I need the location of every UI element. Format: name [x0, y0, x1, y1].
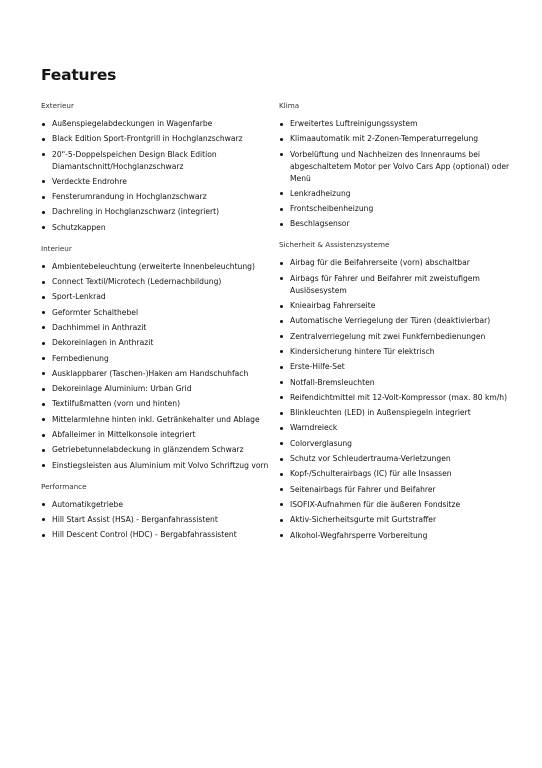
feature-item: Automatische Verriegelung der Türen (deaktivierbar)	[279, 315, 511, 327]
feature-item: Fensterumrandung in Hochglanzschwarz	[41, 191, 273, 203]
feature-item: Dachreling in Hochglanzschwarz (integriert)	[41, 206, 273, 218]
feature-item: Lenkradheizung	[279, 188, 511, 200]
section-klima	[279, 101, 511, 230]
feature-item: ISOFIX-Aufnahmen für die äußeren Fondsitze	[279, 499, 511, 511]
feature-item: Mittelarmlehne hinten inkl. Getränkehalter und Ablage	[41, 414, 273, 426]
feature-item: Airbag für die Beifahrerseite (vorn) abschaltbar	[279, 257, 511, 269]
feature-item: Zentralverriegelung mit zwei Funkfernbedienungen	[279, 331, 511, 343]
feature-list	[279, 257, 511, 541]
feature-item: Blinkleuchten (LED) in Außenspiegeln integriert	[279, 407, 511, 419]
feature-list	[41, 499, 273, 542]
feature-list	[41, 118, 273, 234]
feature-item: Vorbelüftung und Nachheizen des Innenraums bei abgeschaltetem Motor per Volvo Cars App (optional) oder Menü	[279, 149, 511, 185]
section-sicherheit-assistenzsysteme	[279, 240, 511, 541]
section-heading: Performance	[41, 481, 87, 491]
feature-item: Getriebetunnelabdeckung in glänzendem Schwarz	[41, 444, 273, 456]
feature-item: Geformter Schalthebel	[41, 307, 273, 319]
feature-list	[279, 118, 511, 230]
right-column	[279, 101, 511, 552]
feature-item: Schutzkappen	[41, 222, 273, 234]
feature-item: Black Edition Sport-Frontgrill in Hochglanzschwarz	[41, 133, 273, 145]
section-heading: Sicherheit & Assistenzsysteme	[279, 240, 390, 250]
section-exterieur	[41, 101, 273, 234]
feature-item: Colorverglasung	[279, 438, 511, 450]
feature-item: Ausklappbarer (Taschen-)Haken am Handschuhfach	[41, 368, 273, 380]
feature-item: Airbags für Fahrer und Beifahrer mit zweistufigem Auslösesystem	[279, 273, 511, 297]
feature-list	[41, 261, 273, 472]
feature-item: Sport-Lenkrad	[41, 291, 273, 303]
feature-item: 20"-5-Doppelspeichen Design Black Edition Diamantschnitt/Hochglanzschwarz	[41, 149, 273, 173]
feature-item: Beschlagsensor	[279, 218, 511, 230]
section-interieur	[41, 244, 273, 472]
section-heading: Exterieur	[41, 101, 74, 110]
feature-item: Reifendichtmittel mit 12-Volt-Kompressor (max. 80 km/h)	[279, 392, 511, 404]
feature-item: Knieairbag Fahrerseite	[279, 300, 511, 312]
section-heading: Interieur	[41, 243, 72, 253]
section-performance	[41, 482, 273, 542]
feature-item: Connect Textil/Microtech (Ledernachbildung)	[41, 276, 273, 288]
feature-item: Verdeckte Endrohre	[41, 176, 273, 188]
feature-item: Dekoreinlage Aluminium: Urban Grid	[41, 383, 273, 395]
left-column	[41, 101, 273, 551]
feature-item: Seitenairbags für Fahrer und Beifahrer	[279, 484, 511, 496]
feature-item: Abfalleimer in Mittelkonsole integriert	[41, 429, 273, 441]
feature-item: Erste-Hilfe-Set	[279, 361, 511, 373]
feature-item: Alkohol-Wegfahrsperre Vorbereitung	[279, 530, 511, 542]
feature-item: Textilfußmatten (vorn und hinten)	[41, 398, 273, 410]
section-heading: Klima	[279, 101, 300, 110]
feature-item: Dekoreinlagen in Anthrazit	[41, 337, 273, 349]
feature-item: Kindersicherung hintere Tür elektrisch	[279, 346, 511, 358]
feature-item: Dachhimmel in Anthrazit	[41, 322, 273, 334]
feature-item: Ambientebeleuchtung (erweiterte Innenbeleuchtung)	[41, 261, 273, 273]
feature-item: Erweitertes Luftreinigungssystem	[279, 118, 511, 130]
feature-item: Warndreieck	[279, 422, 511, 434]
feature-item: Hill Descent Control (HDC) - Bergabfahrassistent	[41, 529, 273, 541]
feature-item: Außenspiegelabdeckungen in Wagenfarbe	[41, 118, 273, 130]
feature-item: Einstiegsleisten aus Aluminium mit Volvo Schriftzug vorn	[41, 460, 273, 472]
feature-item: Aktiv-Sicherheitsgurte mit Gurtstraffer	[279, 514, 511, 526]
feature-item: Hill Start Assist (HSA) - Berganfahrassistent	[41, 514, 273, 526]
page-title: Features	[41, 66, 117, 84]
feature-item: Notfall-Bremsleuchten	[279, 377, 511, 389]
feature-item: Klimaautomatik mit 2-Zonen-Temperaturregelung	[279, 133, 511, 145]
feature-item: Kopf-/Schulterairbags (IC) für alle Insassen	[279, 468, 511, 480]
feature-item: Schutz vor Schleudertrauma-Verletzungen	[279, 453, 511, 465]
feature-item: Frontscheibenheizung	[279, 203, 511, 215]
feature-item: Fernbedienung	[41, 353, 273, 365]
feature-item: Automatikgetriebe	[41, 499, 273, 511]
